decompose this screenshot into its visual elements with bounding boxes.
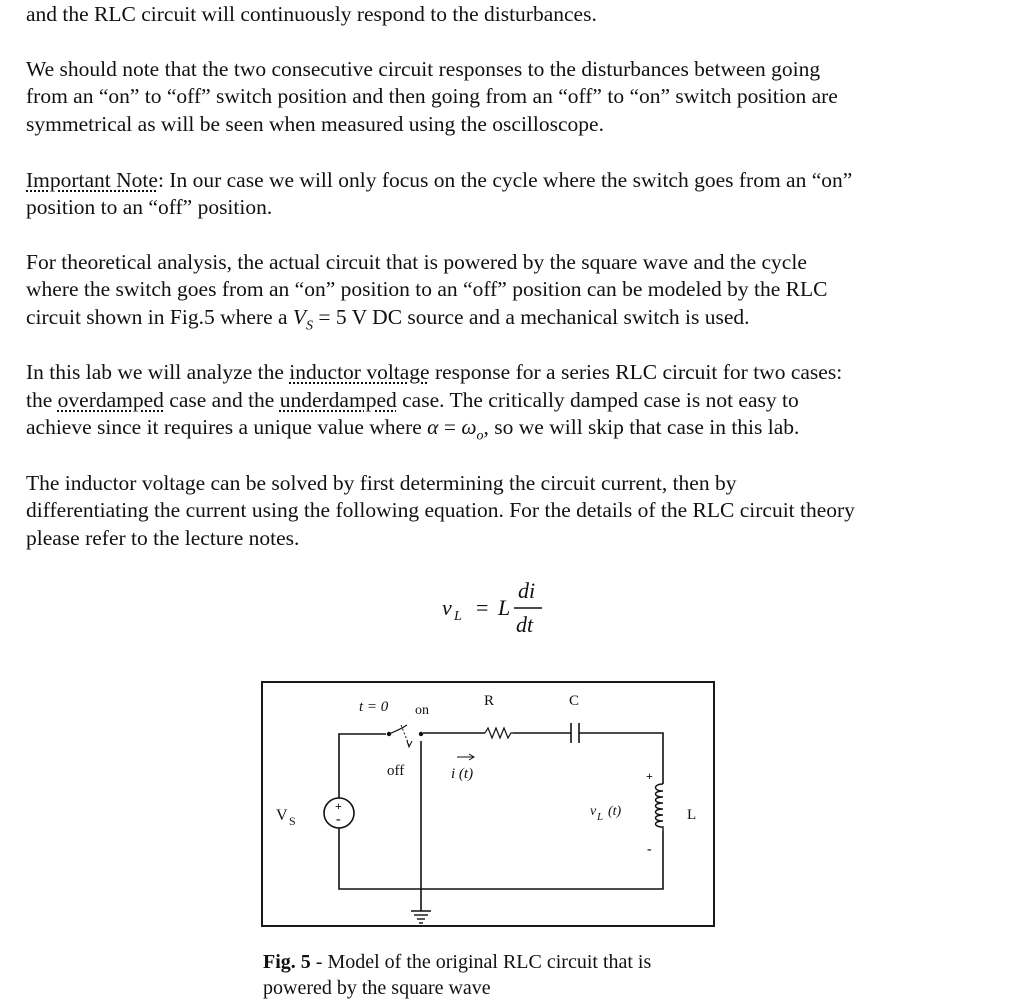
analysis-line1-post: response for a series RLC circuit for two cases:	[429, 360, 843, 384]
inductor-label: L	[687, 807, 697, 823]
source-minus-sign: -	[336, 812, 341, 827]
vs-symbol: V	[292, 305, 307, 329]
overdamped-term: overdamped	[57, 388, 164, 412]
inductor-symbol	[656, 784, 664, 831]
current-arrow-icon	[457, 754, 474, 760]
analysis-line1-pre: In this lab we will analyze the	[26, 360, 290, 384]
analysis-line3-eq: =	[438, 415, 462, 439]
inductor-voltage-subscript: L	[597, 811, 604, 823]
important-note-label: Important Note	[26, 168, 158, 192]
omega-subscript: o	[476, 428, 484, 444]
important-note-line-1	[26, 167, 852, 193]
theory-paragraph-line-3	[26, 304, 750, 339]
paragraph-symmetry-line-3: symmetrical as will be seen when measured using the oscilloscope.	[26, 112, 604, 136]
equation-v: v	[442, 595, 452, 620]
inductor-voltage-label: v	[590, 804, 597, 819]
solution-paragraph-line-1: The inductor voltage can be solved by first determining the circuit current, then by	[26, 471, 737, 495]
analysis-line2-a: the	[26, 388, 58, 412]
ground-symbol	[411, 911, 431, 923]
analysis-paragraph-line-3	[26, 414, 799, 449]
paragraph-symmetry-line-1: We should note that the two consecutive circuit responses to the disturbances between going	[26, 57, 821, 81]
theory-paragraph-line-1: For theoretical analysis, the actual circuit that is powered by the square wave and the cycle	[26, 250, 807, 274]
analysis-line3-pre: achieve since it requires a unique value where	[26, 415, 428, 439]
rlc-circuit-diagram	[261, 681, 715, 943]
equation-v-subscript: L	[454, 609, 462, 624]
inductor-minus-sign: -	[647, 842, 652, 857]
inductor-voltage-argument: (t)	[608, 804, 622, 819]
equation-numerator: di	[518, 578, 536, 603]
underdamped-term: underdamped	[279, 388, 397, 412]
analysis-line2-c: case. The critically damped case is not easy to	[396, 388, 799, 412]
wire-top-left	[339, 734, 386, 798]
theory-paragraph-line-2: where the switch goes from an “on” position to an “off” position can be modeled by the RLC	[26, 277, 828, 301]
figure-caption-line-1	[263, 949, 651, 975]
alpha-symbol: α	[427, 415, 439, 439]
solution-paragraph-line-3: please refer to the lecture notes.	[26, 526, 300, 550]
omega-symbol: ω	[461, 415, 477, 439]
source-label-subscript: S	[289, 814, 296, 828]
source-label: V	[276, 807, 288, 824]
wire-bottom	[339, 828, 663, 889]
current-label: i (t)	[451, 766, 474, 782]
switch-time-label: t = 0	[359, 699, 389, 715]
equation-denominator: dt	[516, 612, 534, 637]
resistor-symbol	[485, 728, 513, 738]
resistor-label: R	[484, 693, 495, 709]
theory-line3-pre: circuit shown in Fig.5 where a	[26, 305, 293, 329]
switch-off-label: off	[387, 763, 405, 779]
important-note-text: : In our case we will only focus on the cycle where the switch goes from an “on”	[157, 168, 853, 192]
vs-subscript: S	[306, 318, 314, 334]
paragraph-symmetry-line-2: from an “on” to “off” switch position and then going from an “off” to “on” switch position are	[26, 84, 838, 108]
analysis-line2-b: case and the	[163, 388, 280, 412]
solution-paragraph-line-2: differentiating the current using the following equation. For the details of the RLC circuit theory	[26, 498, 855, 522]
paragraph-intro-line: and the RLC circuit will continuously respond to the disturbances.	[26, 2, 597, 26]
figure-caption-bold: Fig. 5	[263, 951, 311, 973]
inductor-plus-sign: +	[646, 769, 653, 783]
switch-on-label: on	[415, 703, 429, 718]
inductor-voltage-equation	[440, 574, 560, 644]
equation-L: L	[498, 595, 511, 620]
analysis-line3-post: , so we will skip that case in this lab.	[483, 415, 800, 439]
important-note-line-2: position to an “off” position.	[26, 195, 273, 219]
capacitor-label: C	[569, 693, 580, 709]
figure-caption-line-2: powered by the square wave	[263, 977, 491, 999]
analysis-paragraph-line-2	[26, 387, 799, 413]
source-plus-sign: +	[335, 799, 342, 813]
theory-line3-post: = 5 V DC source and a mechanical switch is used.	[313, 305, 750, 329]
inductor-voltage-term: inductor voltage	[289, 360, 430, 384]
equation-equals: =	[476, 595, 489, 620]
figure-caption-text: - Model of the original RLC circuit that is	[310, 951, 652, 973]
analysis-paragraph-line-1	[26, 359, 842, 385]
capacitor-symbol	[571, 723, 579, 743]
switch-symbol	[387, 725, 423, 747]
